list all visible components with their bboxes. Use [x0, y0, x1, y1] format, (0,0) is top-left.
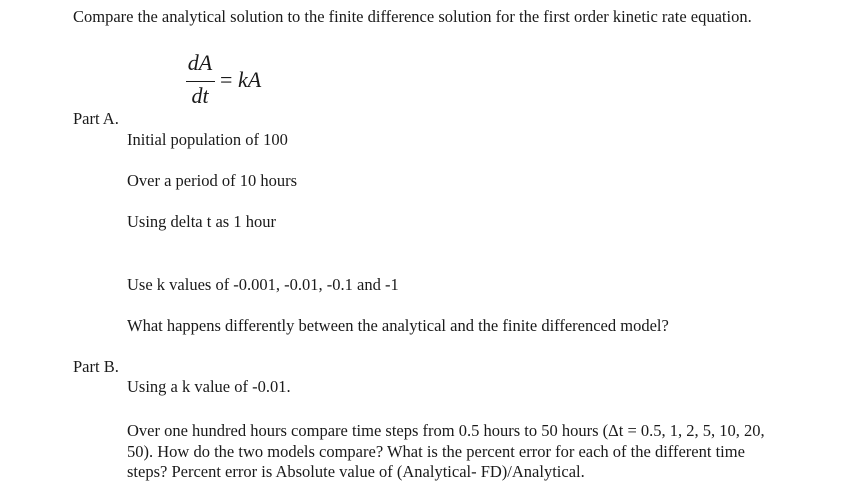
part-a-item: What happens differently between the analytical and the finite differenced model?: [127, 316, 669, 335]
part-a-item: Use k values of -0.001, -0.01, -0.1 and -1: [127, 275, 399, 294]
part-a-item: Initial population of 100: [127, 130, 288, 149]
equation-rhs: kA: [238, 67, 262, 92]
part-a-label: Part A.: [73, 109, 119, 128]
equals-sign: =: [220, 67, 233, 92]
fraction-bar: [186, 81, 215, 82]
intro-text: Compare the analytical solution to the finite difference solution for the first order kinetic rate equation.: [73, 7, 752, 26]
part-a-item: Over a period of 10 hours: [127, 171, 297, 190]
part-b-paragraph: Over one hundred hours compare time steps from 0.5 hours to 50 hours (Δt = 0.5, 1, 2, 5, 10, 20, 50). How do the two models compare? What is the percent error for each of the different time steps? Percent error is Absolute value of (Analytical- FD)/Analytical.: [127, 421, 765, 481]
part-b-label: Part B.: [73, 357, 119, 376]
part-a-item: Using delta t as 1 hour: [127, 212, 276, 231]
part-b-k-value: Using a k value of -0.01.: [127, 377, 291, 396]
equation-denominator: dt: [191, 83, 209, 108]
equation-numerator: dA: [187, 50, 213, 75]
rate-equation: [185, 50, 285, 110]
